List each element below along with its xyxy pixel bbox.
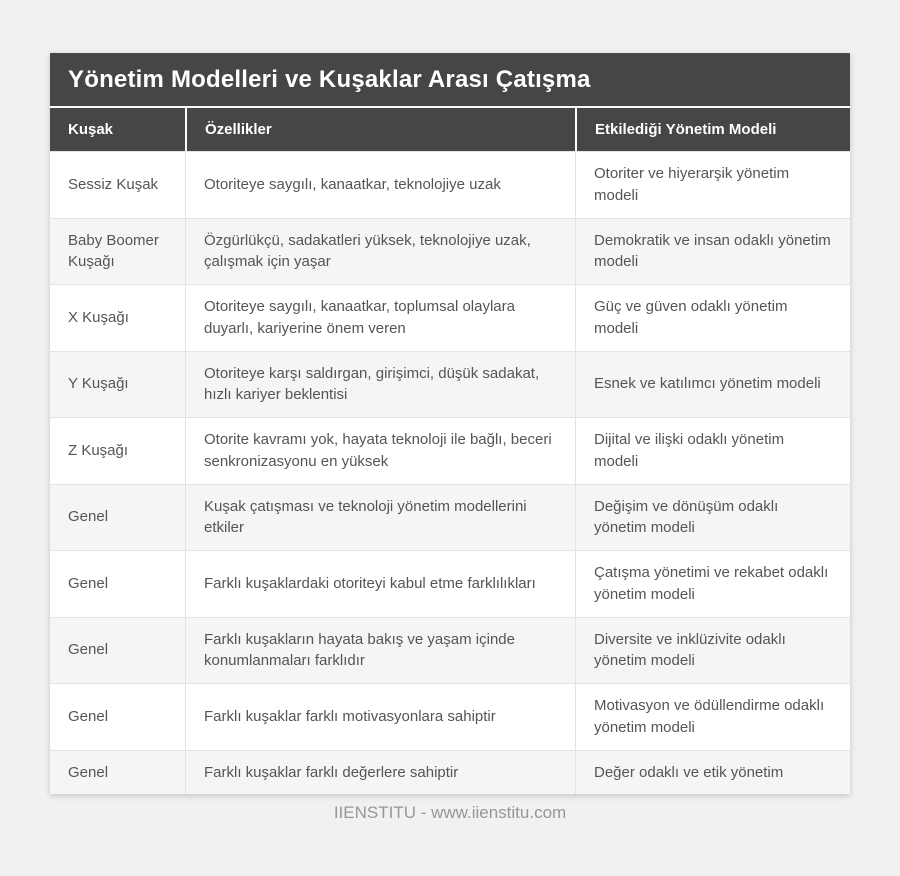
cell-model: Değişim ve dönüşüm odaklı yönetim modeli bbox=[575, 484, 850, 551]
table-row bbox=[50, 218, 850, 285]
table-row bbox=[50, 617, 850, 684]
cell-generation: Y Kuşağı bbox=[50, 351, 185, 418]
cell-traits: Kuşak çatışması ve teknoloji yönetim modellerini etkiler bbox=[185, 484, 575, 551]
column-header-model: Etkilediği Yönetim Modeli bbox=[575, 108, 850, 151]
table-body bbox=[50, 151, 850, 794]
cell-generation: Baby Boomer Kuşağı bbox=[50, 218, 185, 285]
cell-model: Esnek ve katılımcı yönetim modeli bbox=[575, 351, 850, 418]
cell-traits: Otoriteye karşı saldırgan, girişimci, düşük sadakat, hızlı kariyer beklentisi bbox=[185, 351, 575, 418]
cell-traits: Özgürlükçü, sadakatleri yüksek, teknolojiye uzak, çalışmak için yaşar bbox=[185, 218, 575, 285]
header-row bbox=[50, 108, 850, 151]
column-header-traits: Özellikler bbox=[185, 108, 575, 151]
generations-table bbox=[50, 108, 850, 794]
table-row bbox=[50, 750, 850, 795]
cell-traits: Farklı kuşaklar farklı motivasyonlara sahiptir bbox=[185, 683, 575, 750]
cell-model: Değer odaklı ve etik yönetim bbox=[575, 750, 850, 795]
table-row bbox=[50, 550, 850, 617]
cell-model: Motivasyon ve ödüllendirme odaklı yönetim modeli bbox=[575, 683, 850, 750]
cell-traits: Farklı kuşaklardaki otoriteyi kabul etme farklılıkları bbox=[185, 550, 575, 617]
table-title: Yönetim Modelleri ve Kuşaklar Arası Çatışma bbox=[50, 53, 850, 108]
cell-model: Diversite ve inklüzivite odaklı yönetim modeli bbox=[575, 617, 850, 684]
cell-model: Çatışma yönetimi ve rekabet odaklı yönetim modeli bbox=[575, 550, 850, 617]
cell-generation: Z Kuşağı bbox=[50, 417, 185, 484]
cell-generation: Genel bbox=[50, 484, 185, 551]
cell-generation: Genel bbox=[50, 550, 185, 617]
cell-traits: Otoriteye saygılı, kanaatkar, teknolojiye uzak bbox=[185, 151, 575, 218]
cell-generation: X Kuşağı bbox=[50, 284, 185, 351]
table-row bbox=[50, 484, 850, 551]
table-row bbox=[50, 151, 850, 218]
cell-traits: Farklı kuşaklar farklı değerlere sahiptir bbox=[185, 750, 575, 795]
cell-model: Güç ve güven odaklı yönetim modeli bbox=[575, 284, 850, 351]
cell-model: Otoriter ve hiyerarşik yönetim modeli bbox=[575, 151, 850, 218]
cell-model: Dijital ve ilişki odaklı yönetim modeli bbox=[575, 417, 850, 484]
cell-model: Demokratik ve insan odaklı yönetim modeli bbox=[575, 218, 850, 285]
cell-traits: Otorite kavramı yok, hayata teknoloji ile bağlı, beceri senkronizasyonu en yüksek bbox=[185, 417, 575, 484]
table-row bbox=[50, 284, 850, 351]
cell-traits: Farklı kuşakların hayata bakış ve yaşam içinde konumlanmaları farklıdır bbox=[185, 617, 575, 684]
cell-generation: Sessiz Kuşak bbox=[50, 151, 185, 218]
cell-traits: Otoriteye saygılı, kanaatkar, toplumsal olaylara duyarlı, kariyerine önem veren bbox=[185, 284, 575, 351]
footer-credit: IIENSTITU - www.iienstitu.com bbox=[333, 803, 567, 822]
table-header bbox=[50, 108, 850, 151]
column-header-generation: Kuşak bbox=[50, 108, 185, 151]
cell-generation: Genel bbox=[50, 617, 185, 684]
cell-generation: Genel bbox=[50, 683, 185, 750]
cell-generation: Genel bbox=[50, 750, 185, 795]
generations-table-card bbox=[50, 53, 850, 794]
table-row bbox=[50, 683, 850, 750]
table-row bbox=[50, 351, 850, 418]
table-row bbox=[50, 417, 850, 484]
